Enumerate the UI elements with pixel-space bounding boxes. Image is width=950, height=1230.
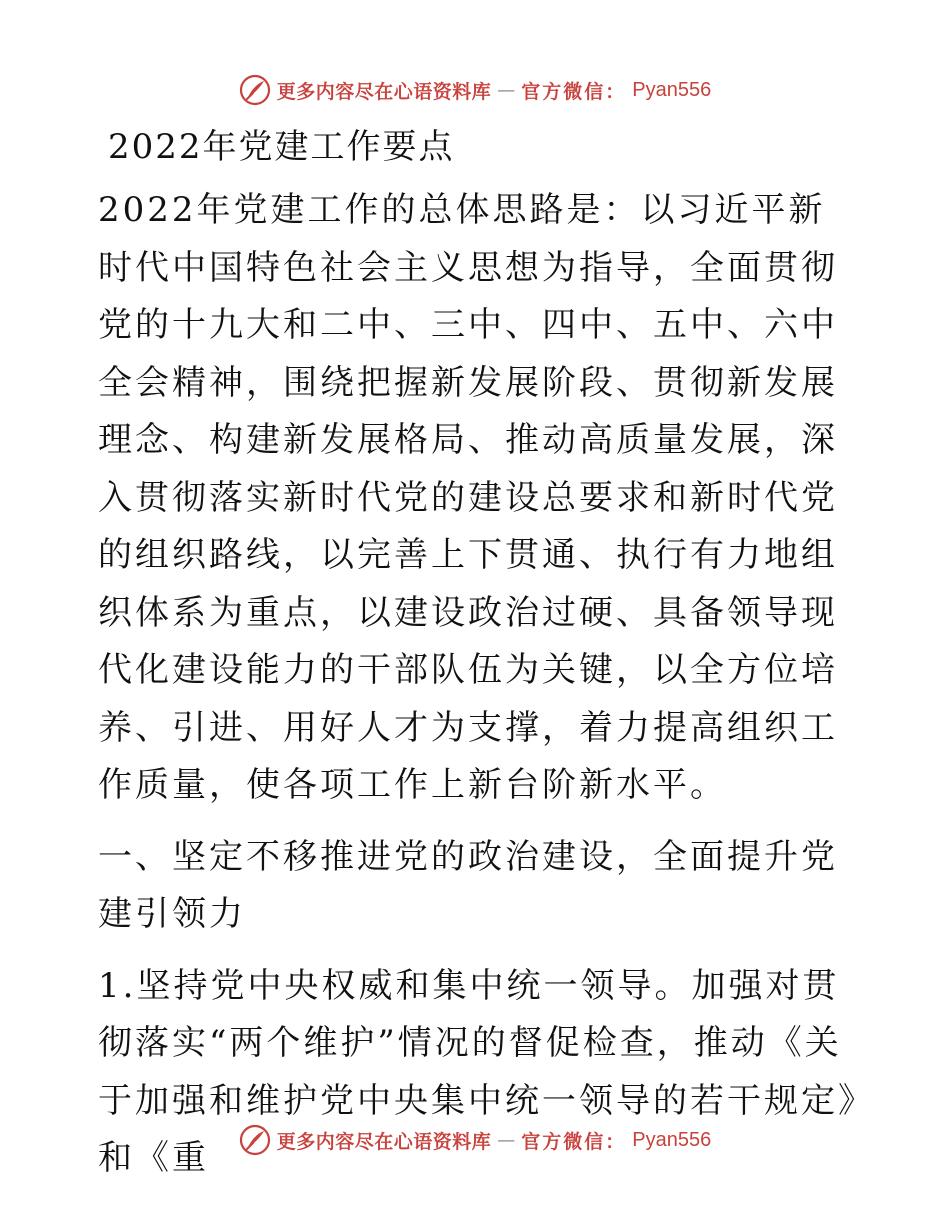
watermark-separator: — — [497, 79, 516, 101]
watermark-footer — [0, 1120, 950, 1160]
section-heading-1: 一、坚定不移推进党的政治建设，全面提升党建引领力 — [98, 836, 838, 934]
watermark-text: 更多内容尽在心语资料库 — [276, 1130, 492, 1153]
quill-logo-icon — [239, 1124, 271, 1156]
watermark-wechat-id: Pyan556 — [632, 1128, 712, 1151]
document-body — [98, 118, 858, 1202]
document-title: 2022年党建工作要点 — [108, 127, 455, 167]
watermark-separator: — — [497, 1129, 516, 1151]
watermark-official-label: 官方微信： — [521, 80, 627, 103]
watermark-wechat-id: Pyan556 — [632, 78, 712, 101]
watermark-header — [0, 70, 950, 110]
quill-logo-icon — [239, 74, 271, 106]
paragraph-overall-approach: 2022年党建工作的总体思路是：以习近平新时代中国特色社会主义思想为指导，全面贯彻党的十九大和二中、三中、四中、五中、六中全会精神，围绕把握新发展阶段、贯彻新发展理念、构建新发展格局、推动高质量发展，深入贯彻落实新时代党的建设总要求和新时代党的组织路线，以完善上下贯通、执行有力地组织体系为重点，以建设政治过硬、具备领导现代化建设能力的干部队伍为关键，以全方位培养、引进、用好人才为支撑，着力提高组织工作质量，使各项工作上新台阶新水平。 — [98, 190, 838, 805]
paragraph-item-1: 1.坚持党中央权威和集中统一领导。加强对贯彻落实“两个维护”情况的督促检查，推动《关于加强和维护党中央集中统一领导的若干规定》和《重 — [98, 965, 858, 1178]
watermark-text: 更多内容尽在心语资料库 — [276, 80, 492, 103]
watermark-official-label: 官方微信： — [521, 1130, 627, 1153]
